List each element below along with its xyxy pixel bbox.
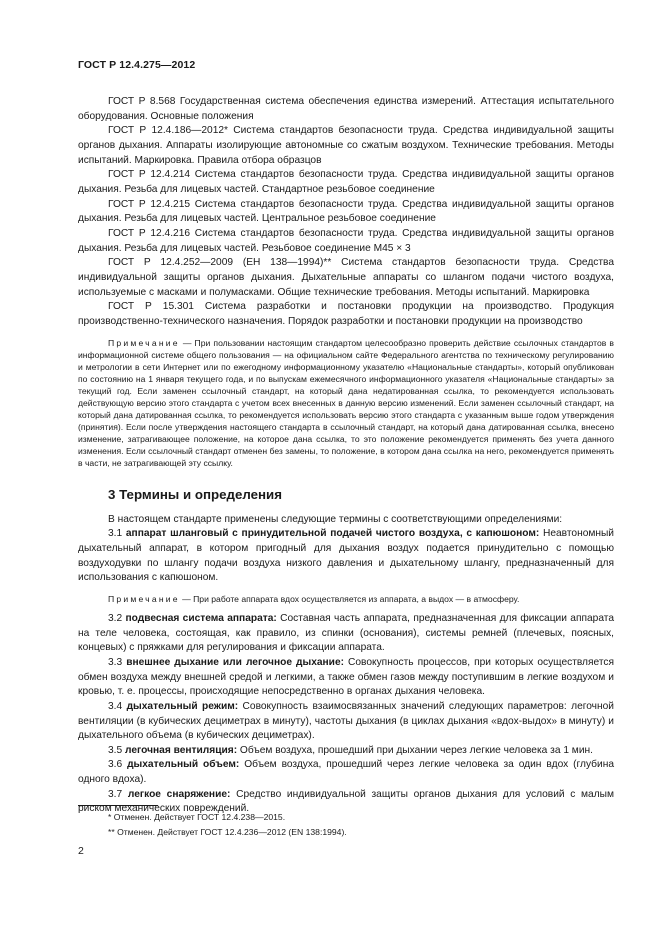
reference-item: ГОСТ Р 12.4.214 Система стандартов безопасности труда. Средства индивидуальной защиты органов дыхания. Резьба для лицевых частей. Стандартное резьбовое соединение xyxy=(78,169,614,195)
definition-text: Составная часть аппарата, предназначенная для фиксации аппарата на теле человека, состоящая, как правило, из спинки (основания), системы ремней (плечевых, поясных, концевых) с пряжками для регулирования и фиксации аппарата. xyxy=(78,612,614,654)
definition-text: Объем воздуха, прошедший через легкие человека за один вдох (глубина одного вдоха). xyxy=(78,759,614,786)
definition-3-3 xyxy=(78,656,614,700)
reference-item: ГОСТ Р 12.4.186—2012* Система стандартов безопасности труда. Средства индивидуальной защиты органов дыхания. Аппараты изолирующие автономные со сжатым воздухом. Технические требования. Методы испытаний. Маркировка. Правила отбора образцов xyxy=(78,125,614,166)
definition-term: подвесная система аппарата: xyxy=(125,612,277,624)
note-definition xyxy=(78,593,614,605)
page-number: 2 xyxy=(78,845,84,857)
footnote-1: * Отменен. Действует ГОСТ 12.4.238—2015. xyxy=(108,812,286,822)
reference-item: ГОСТ Р 12.4.252—2009 (ЕН 138—1994)** Система стандартов безопасности труда. Средства индивидуальной защиты органов дыхания. Дыхательные аппараты со шлангом подачи чистого воздуха, используемые с масками и полумасками. Общие технические требования. Методы испытаний. Маркировка xyxy=(78,257,614,298)
note-references xyxy=(78,337,614,470)
footnote-divider xyxy=(78,805,158,806)
document-header: ГОСТ Р 12.4.275—2012 xyxy=(78,59,196,71)
section-intro: В настоящем стандарте применены следующие термины с соответствующими определениями: xyxy=(108,513,563,525)
document-body xyxy=(78,95,614,817)
definition-number: 3.5 xyxy=(108,744,123,756)
reference-item: ГОСТ Р 12.4.215 Система стандартов безопасности труда. Средства индивидуальной защиты органов дыхания. Резьба для лицевых частей. Центральное резьбовое соединение xyxy=(78,198,614,225)
definition-3-5 xyxy=(78,744,614,759)
definition-text: Средство индивидуальной защиты органов дыхания для условий с малым риском механических повреждений. xyxy=(78,788,614,815)
definition-text: Объем воздуха, прошедший при дыхании через легкие человека за 1 мин. xyxy=(237,744,593,756)
definition-3-6 xyxy=(78,758,614,787)
definition-text: Совокупность процессов, при которых осуществляется обмен воздуха между внешней средой и легкими, а также обмен газов между поступившим в легкие воздухом и кровью, т. е. процессы, происходящие непосредственно в органах дыхания человека. xyxy=(78,656,614,698)
definition-term: аппарат шланговый с принудительной подачей чистого воздуха, с капюшоном: xyxy=(125,528,540,540)
definition-3-4 xyxy=(78,700,614,744)
definition-term: легочная вентиляция: xyxy=(125,744,238,756)
definition-number: 3.3 xyxy=(108,656,123,668)
definition-number: 3.7 xyxy=(108,788,123,800)
note-label: Примечание xyxy=(108,593,180,604)
definition-3-2 xyxy=(78,612,614,656)
note-text: — При работе аппарата вдох осуществляется из аппарата, а выдох — в атмосферу. xyxy=(179,593,520,604)
definition-term: дыхательный режим: xyxy=(126,700,239,712)
reference-item: ГОСТ Р 12.4.216 Система стандартов безопасности труда. Средства индивидуальной защиты органов дыхания. Резьба для лицевых частей. Резьбовое соединение M45 × 3 xyxy=(78,227,614,254)
definition-number: 3.2 xyxy=(108,612,123,624)
reference-item: ГОСТ Р 15.301 Система разработки и постановки продукции на производство. Продукция производственно-технического назначения. Порядок разработки и постановки продукции на производство xyxy=(78,301,614,327)
definition-term: легкое снаряжение: xyxy=(127,788,231,800)
definition-text: Совокупность взаимосвязанных значений следующих параметров: легочной вентиляции (в кубических дециметрах в минуту), частоты дыхания (в циклах дыхания «вдох-выдох» в минуту) и дыхательного объема (в кубических дециметрах). xyxy=(78,700,614,742)
definition-number: 3.4 xyxy=(108,700,123,712)
note-label: Примечание xyxy=(108,337,180,348)
definition-number: 3.1 xyxy=(108,528,123,540)
definition-number: 3.6 xyxy=(108,759,123,771)
definition-3-1 xyxy=(78,527,614,586)
definition-text: Неавтономный дыхательный аппарат, в котором пригодный для дыхания воздух подается принудительно с помощью воздуходувки по шлангу подачи воздуха низкого давления и дыхательному шлангу, предназначенный для использования с капюшоном. xyxy=(78,528,615,584)
section-title: 3 Термины и определения xyxy=(108,486,282,502)
reference-item: ГОСТ Р 8.568 Государственная система обеспечения единства измерений. Аттестация испытательного оборудования. Основные положения xyxy=(78,96,614,122)
footnote-2: ** Отменен. Действует ГОСТ 12.4.236—2012 (EN 138:1994). xyxy=(108,827,347,837)
definition-term: дыхательный объем: xyxy=(127,759,240,771)
note-text: — При пользовании настоящим стандартом целесообразно проверить действие ссылочных стандартов в информационной системе общего пользования — на официальном сайте Федерального агентства по техническому регулированию и метрологии в сети Интернет или по ежегодному информационному указателю «Национальные стандарты», который опубликован по состоянию на 1 января текущего года, и по выпускам ежемесячного информационного указателя «Национальные стандарты» за текущий год. Если заменен ссылочный стандарт, на который дана недатированная ссылка, то рекомендуется использовать действующую версию этого стандарта с учетом всех внесенных в данную версию изменений. Если заменен ссылочный стандарт, на который дана датированная ссылка, то рекомендуется использовать версию этого стандарта с указанным выше годом утверждения (принятия). Если после утверждения настоящего стандарта в ссылочный стандарт, на который дана датированная ссылка, внесено изменение, затрагивающее положение, на которое дана ссылка, то это положение рекомендуется применять без учета данного изменения. Если ссылочный стандарт отменен без замены, то положение, в котором дана ссылка на него, рекомендуется применять в части, не затрагивающей эту ссылку. xyxy=(78,337,614,469)
definition-term: внешнее дыхание или легочное дыхание: xyxy=(126,656,344,668)
